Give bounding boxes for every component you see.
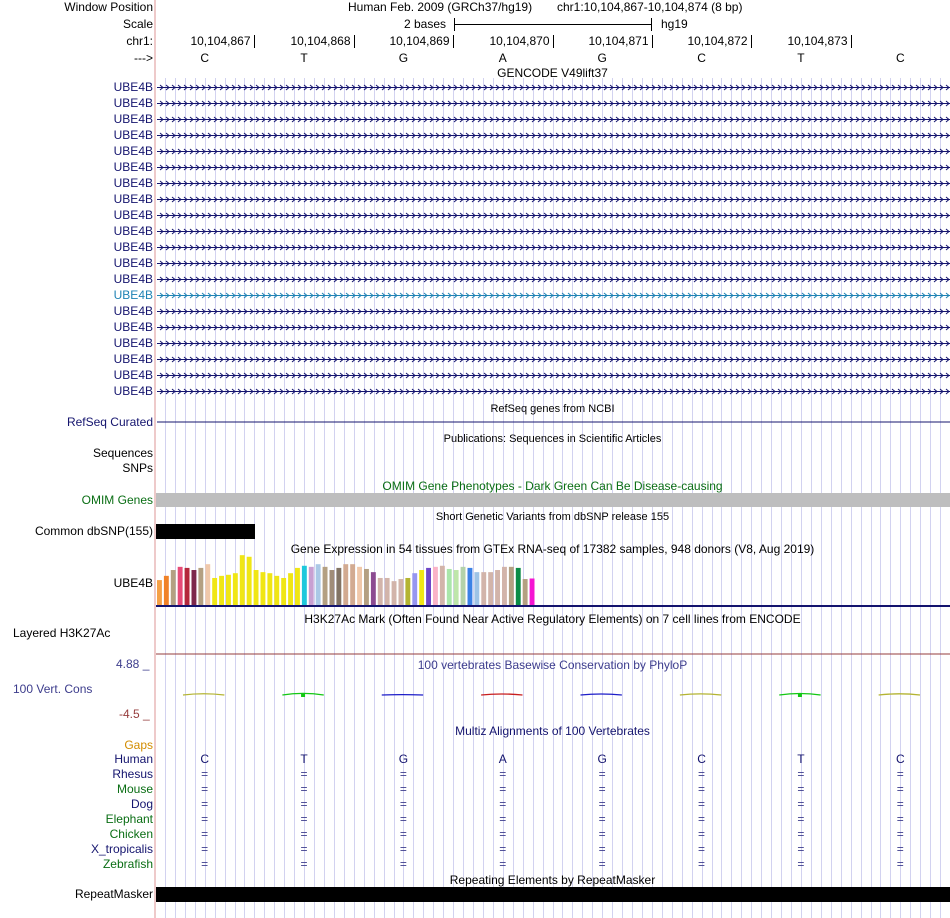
gtex-tissue-bar[interactable] bbox=[364, 569, 369, 605]
gtex-tissue-bar[interactable] bbox=[274, 576, 279, 605]
gtex-tissue-bar[interactable] bbox=[343, 564, 348, 605]
multiz-gaps-label[interactable]: Gaps bbox=[124, 738, 153, 752]
multiz-identity-mark: = bbox=[797, 827, 805, 841]
gtex-tissue-bar[interactable] bbox=[454, 570, 459, 605]
gtex-tissue-bar[interactable] bbox=[219, 576, 224, 605]
multiz-identity-mark: = bbox=[499, 812, 507, 826]
multiz-identity-mark: = bbox=[797, 767, 805, 781]
multiz-identity-mark: = bbox=[896, 797, 904, 811]
refseq-track-title[interactable]: RefSeq genes from NCBI bbox=[490, 403, 615, 415]
cons-ymin-label: -4.5 _ bbox=[119, 707, 150, 721]
multiz-identity-mark: = bbox=[598, 812, 606, 826]
gencode-track-title[interactable]: GENCODE V49lift37 bbox=[497, 66, 608, 80]
gtex-tissue-bar[interactable] bbox=[530, 579, 535, 606]
ruler-base: T bbox=[797, 51, 805, 65]
multiz-human-base: A bbox=[498, 752, 507, 766]
phylop-peak-mark bbox=[798, 693, 802, 697]
multiz-identity-mark: = bbox=[698, 857, 706, 871]
omim-track-title[interactable]: OMIM Gene Phenotypes - Dark Green Can Be Disease-causing bbox=[382, 479, 723, 493]
multiz-identity-mark: = bbox=[698, 842, 706, 856]
gencode-gene-label[interactable]: UBE4B bbox=[113, 272, 153, 286]
gtex-tissue-bar[interactable] bbox=[309, 567, 314, 605]
dbsnp-track-title[interactable]: Short Genetic Variants from dbSNP release 155 bbox=[435, 511, 670, 523]
chr-label: chr1: bbox=[126, 34, 153, 48]
ruler-base: G bbox=[597, 51, 607, 65]
multiz-identity-mark: = bbox=[896, 767, 904, 781]
multiz-identity-mark: = bbox=[499, 857, 507, 871]
gtex-tissue-bar[interactable] bbox=[385, 578, 390, 605]
multiz-identity-mark: = bbox=[201, 857, 209, 871]
omim-gene-bar[interactable] bbox=[156, 493, 950, 507]
ruler-base: C bbox=[697, 51, 706, 65]
conservation-wiggle[interactable] bbox=[183, 693, 920, 697]
scale-text: 2 bases bbox=[404, 17, 447, 31]
multiz-human-base: G bbox=[398, 752, 409, 766]
multiz-identity-mark: = bbox=[896, 842, 904, 856]
dbsnp-variant-bar[interactable] bbox=[156, 524, 255, 539]
gtex-tissue-bar[interactable] bbox=[226, 575, 231, 605]
multiz-identity-mark: = bbox=[499, 827, 507, 841]
multiz-species-label[interactable]: Human bbox=[114, 752, 153, 766]
multiz-species-label[interactable]: Chicken bbox=[109, 827, 153, 841]
gtex-tissue-bar[interactable] bbox=[468, 568, 473, 605]
gtex-tissue-bar[interactable] bbox=[412, 573, 417, 605]
publications-track-title[interactable]: Publications: Sequences in Scientific Articles bbox=[443, 433, 662, 445]
repeatmasker-label[interactable]: RepeatMasker bbox=[74, 887, 153, 901]
gtex-tissue-bar[interactable] bbox=[178, 567, 183, 605]
gencode-gene-label[interactable]: UBE4B bbox=[113, 304, 153, 318]
multiz-human-base: C bbox=[895, 752, 905, 766]
gtex-bar-chart[interactable] bbox=[157, 555, 535, 605]
multiz-identity-mark: = bbox=[201, 827, 209, 841]
multiz-identity-mark: = bbox=[499, 842, 507, 856]
multiz-identity-mark: = bbox=[399, 827, 407, 841]
multiz-identity-mark: = bbox=[598, 842, 606, 856]
ruler-position-label: 10,104,869 bbox=[389, 34, 450, 48]
gencode-gene-label[interactable]: UBE4B bbox=[113, 368, 153, 382]
gtex-gene-label[interactable]: UBE4B bbox=[113, 576, 153, 590]
multiz-identity-mark: = bbox=[598, 767, 606, 781]
ruler-position-label: 10,104,873 bbox=[787, 34, 848, 48]
ruler-base: T bbox=[300, 51, 308, 65]
multiz-identity-mark: = bbox=[896, 812, 904, 826]
multiz-identity-mark: = bbox=[598, 857, 606, 871]
gtex-tissue-bar[interactable] bbox=[461, 567, 466, 605]
h3k27ac-track-title[interactable]: H3K27Ac Mark (Often Found Near Active Regulatory Elements) on 7 cell lines from ENCODE bbox=[304, 612, 801, 626]
multiz-identity-mark: = bbox=[399, 857, 407, 871]
multiz-identity-mark: = bbox=[300, 857, 308, 871]
multiz-identity-mark: = bbox=[300, 797, 308, 811]
ruler-base: A bbox=[498, 51, 507, 65]
gtex-tissue-bar[interactable] bbox=[502, 567, 507, 605]
ruler-position-label: 10,104,867 bbox=[190, 34, 251, 48]
gtex-tissue-bar[interactable] bbox=[495, 570, 500, 605]
multiz-identity-mark: = bbox=[201, 812, 209, 826]
gtex-tissue-bar[interactable] bbox=[281, 578, 286, 605]
multiz-identity-mark: = bbox=[201, 782, 209, 796]
gencode-gene-label[interactable]: UBE4B bbox=[113, 112, 153, 126]
window-position-label: Window Position bbox=[64, 0, 153, 14]
gencode-gene-label[interactable]: UBE4B bbox=[113, 96, 153, 110]
multiz-identity-mark: = bbox=[698, 767, 706, 781]
multiz-identity-mark: = bbox=[797, 797, 805, 811]
gencode-gene-label[interactable]: UBE4B bbox=[113, 176, 153, 190]
multiz-identity-mark: = bbox=[797, 782, 805, 796]
multiz-identity-mark: = bbox=[499, 797, 507, 811]
scale-db-label: hg19 bbox=[661, 17, 688, 31]
gencode-gene-label[interactable]: UBE4B bbox=[113, 224, 153, 238]
gencode-gene-label[interactable]: UBE4B bbox=[113, 192, 153, 206]
gencode-gene-label[interactable]: UBE4B bbox=[113, 384, 153, 398]
multiz-identity-mark: = bbox=[399, 767, 407, 781]
repeatmasker-track-title[interactable]: Repeating Elements by RepeatMasker bbox=[449, 873, 656, 887]
multiz-human-base: T bbox=[300, 752, 308, 766]
refseq-curated-label[interactable]: RefSeq Curated bbox=[66, 415, 153, 429]
phylop-score-mark[interactable] bbox=[581, 694, 622, 695]
multiz-species-label[interactable]: Rhesus bbox=[112, 767, 153, 781]
gtex-tissue-bar[interactable] bbox=[378, 578, 383, 605]
multiz-human-base: C bbox=[200, 752, 210, 766]
multiz-identity-mark: = bbox=[201, 767, 209, 781]
gencode-gene-label[interactable]: UBE4B bbox=[113, 208, 153, 222]
gencode-gene-label[interactable]: UBE4B bbox=[113, 352, 153, 366]
gtex-tissue-bar[interactable] bbox=[240, 555, 245, 605]
gtex-tissue-bar[interactable] bbox=[316, 564, 321, 605]
gtex-tissue-bar[interactable] bbox=[419, 570, 424, 605]
gtex-track-title[interactable]: Gene Expression in 54 tissues from GTEx RNA-seq of 17382 samples, 948 donors (V8, Aug 2019) bbox=[290, 542, 815, 556]
gtex-tissue-bar[interactable] bbox=[392, 581, 397, 605]
multiz-identity-mark: = bbox=[300, 827, 308, 841]
multiz-identity-mark: = bbox=[698, 812, 706, 826]
gtex-tissue-bar[interactable] bbox=[481, 572, 486, 605]
multiz-identity-mark: = bbox=[399, 797, 407, 811]
multiz-identity-mark: = bbox=[399, 842, 407, 856]
gtex-tissue-bar[interactable] bbox=[247, 557, 252, 605]
multiz-identity-mark: = bbox=[896, 857, 904, 871]
phylop-score-mark[interactable] bbox=[183, 694, 224, 695]
ruler-base: C bbox=[895, 51, 905, 65]
gtex-tissue-bar[interactable] bbox=[164, 576, 169, 605]
multiz-identity-mark: = bbox=[598, 782, 606, 796]
gtex-tissue-bar[interactable] bbox=[426, 568, 431, 605]
multiz-identity-mark: = bbox=[399, 812, 407, 826]
gtex-tissue-bar[interactable] bbox=[212, 578, 217, 605]
gtex-tissue-bar[interactable] bbox=[302, 566, 307, 605]
multiz-identity-mark: = bbox=[598, 797, 606, 811]
multiz-identity-mark: = bbox=[300, 782, 308, 796]
gtex-tissue-bar[interactable] bbox=[488, 572, 493, 605]
multiz-identity-mark: = bbox=[300, 767, 308, 781]
gencode-gene-label[interactable]: UBE4B bbox=[113, 256, 153, 270]
ruler-position-label: 10,104,868 bbox=[290, 34, 351, 48]
gtex-tissue-bar[interactable] bbox=[474, 572, 479, 605]
conservation-label[interactable]: 100 Vert. Cons bbox=[13, 682, 93, 696]
phylop-score-mark[interactable] bbox=[481, 694, 522, 695]
cons-ymax-label: 4.88 _ bbox=[116, 657, 150, 671]
ruler-position-label: 10,104,870 bbox=[489, 34, 550, 48]
gtex-tissue-bar[interactable] bbox=[198, 568, 203, 605]
multiz-human-base: T bbox=[797, 752, 805, 766]
gtex-tissue-bar[interactable] bbox=[371, 572, 376, 605]
publications-sequences-label[interactable]: Sequences bbox=[92, 446, 153, 460]
gencode-gene-label[interactable]: UBE4B bbox=[113, 336, 153, 350]
phylop-score-mark[interactable] bbox=[879, 694, 920, 695]
multiz-identity-mark: = bbox=[399, 782, 407, 796]
omim-genes-label[interactable]: OMIM Genes bbox=[81, 493, 153, 507]
gtex-tissue-bar[interactable] bbox=[350, 564, 355, 605]
gencode-gene-label[interactable]: UBE4B bbox=[113, 80, 153, 94]
gtex-tissue-bar[interactable] bbox=[185, 568, 190, 605]
multiz-identity-mark: = bbox=[698, 797, 706, 811]
multiz-species-label[interactable]: Mouse bbox=[116, 782, 153, 796]
multiz-species-label[interactable]: Zebrafish bbox=[102, 857, 153, 871]
multiz-identity-mark: = bbox=[698, 782, 706, 796]
gtex-tissue-bar[interactable] bbox=[205, 564, 210, 605]
gtex-tissue-bar[interactable] bbox=[267, 573, 272, 605]
gtex-tissue-bar[interactable] bbox=[399, 579, 404, 605]
multiz-identity-mark: = bbox=[797, 812, 805, 826]
repeatmasker-element-bar[interactable] bbox=[156, 887, 950, 902]
gtex-tissue-bar[interactable] bbox=[447, 569, 452, 605]
multiz-identity-mark: = bbox=[499, 782, 507, 796]
gtex-tissue-bar[interactable] bbox=[440, 566, 445, 605]
ruler-position-label: 10,104,872 bbox=[687, 34, 748, 48]
ruler-base: C bbox=[200, 51, 210, 65]
gtex-tissue-bar[interactable] bbox=[261, 572, 266, 605]
gtex-tissue-bar[interactable] bbox=[357, 567, 362, 605]
multiz-identity-mark: = bbox=[797, 857, 805, 871]
multiz-species-label[interactable]: Dog bbox=[130, 797, 153, 811]
multiz-human-base: G bbox=[597, 752, 607, 766]
multiz-identity-mark: = bbox=[896, 782, 904, 796]
gencode-gene-label[interactable]: UBE4B bbox=[113, 288, 153, 302]
multiz-identity-mark: = bbox=[201, 842, 209, 856]
multiz-identity-mark: = bbox=[698, 827, 706, 841]
gtex-tissue-bar[interactable] bbox=[330, 570, 335, 605]
multiz-identity-mark: = bbox=[300, 842, 308, 856]
gencode-gene-label[interactable]: UBE4B bbox=[113, 160, 153, 174]
assembly-title: Human Feb. 2009 (GRCh37/hg19) bbox=[348, 0, 533, 14]
ruler-position-label: 10,104,871 bbox=[588, 34, 649, 48]
multiz-identity-mark: = bbox=[499, 767, 507, 781]
gtex-tissue-bar[interactable] bbox=[516, 568, 521, 605]
multiz-species-label[interactable]: Elephant bbox=[105, 812, 153, 826]
multiz-identity-mark: = bbox=[598, 827, 606, 841]
publications-snps-label[interactable]: SNPs bbox=[122, 461, 153, 475]
gencode-gene-label[interactable]: UBE4B bbox=[113, 144, 153, 158]
gtex-tissue-bar[interactable] bbox=[323, 567, 328, 605]
gtex-tissue-bar[interactable] bbox=[171, 570, 176, 605]
phylop-peak-mark bbox=[301, 693, 305, 697]
multiz-identity-mark: = bbox=[797, 842, 805, 856]
strand-label: ---> bbox=[134, 51, 153, 65]
gtex-tissue-bar[interactable] bbox=[192, 570, 197, 605]
gencode-gene-label[interactable]: UBE4B bbox=[113, 128, 153, 142]
gtex-tissue-bar[interactable] bbox=[433, 567, 438, 605]
multiz-identity-mark: = bbox=[896, 827, 904, 841]
conservation-track-title[interactable]: 100 vertebrates Basewise Conservation by PhyloP bbox=[417, 658, 688, 672]
phylop-score-mark[interactable] bbox=[680, 694, 721, 695]
gtex-tissue-bar[interactable] bbox=[288, 573, 293, 605]
scale-label: Scale bbox=[122, 17, 153, 31]
multiz-identity-mark: = bbox=[201, 797, 209, 811]
gtex-tissue-bar[interactable] bbox=[157, 580, 162, 605]
multiz-track-title[interactable]: Multiz Alignments of 100 Vertebrates bbox=[455, 724, 650, 738]
gencode-gene-label[interactable]: UBE4B bbox=[113, 320, 153, 334]
multiz-human-base: C bbox=[697, 752, 706, 766]
gtex-tissue-bar[interactable] bbox=[295, 568, 300, 605]
gencode-gene-label[interactable]: UBE4B bbox=[113, 240, 153, 254]
gtex-tissue-bar[interactable] bbox=[405, 578, 410, 605]
h3k27ac-label[interactable]: Layered H3K27Ac bbox=[13, 626, 111, 640]
multiz-identity-mark: = bbox=[300, 812, 308, 826]
position-text[interactable]: chr1:10,104,867-10,104,874 (8 bp) bbox=[557, 0, 743, 14]
dbsnp-label[interactable]: Common dbSNP(155) bbox=[34, 524, 153, 538]
gtex-tissue-bar[interactable] bbox=[523, 579, 528, 605]
gtex-tissue-bar[interactable] bbox=[254, 570, 259, 605]
gtex-tissue-bar[interactable] bbox=[233, 573, 238, 605]
gtex-tissue-bar[interactable] bbox=[336, 568, 341, 605]
multiz-species-label[interactable]: X_tropicalis bbox=[90, 842, 153, 856]
ruler-base: G bbox=[398, 51, 409, 65]
gtex-tissue-bar[interactable] bbox=[509, 567, 514, 605]
